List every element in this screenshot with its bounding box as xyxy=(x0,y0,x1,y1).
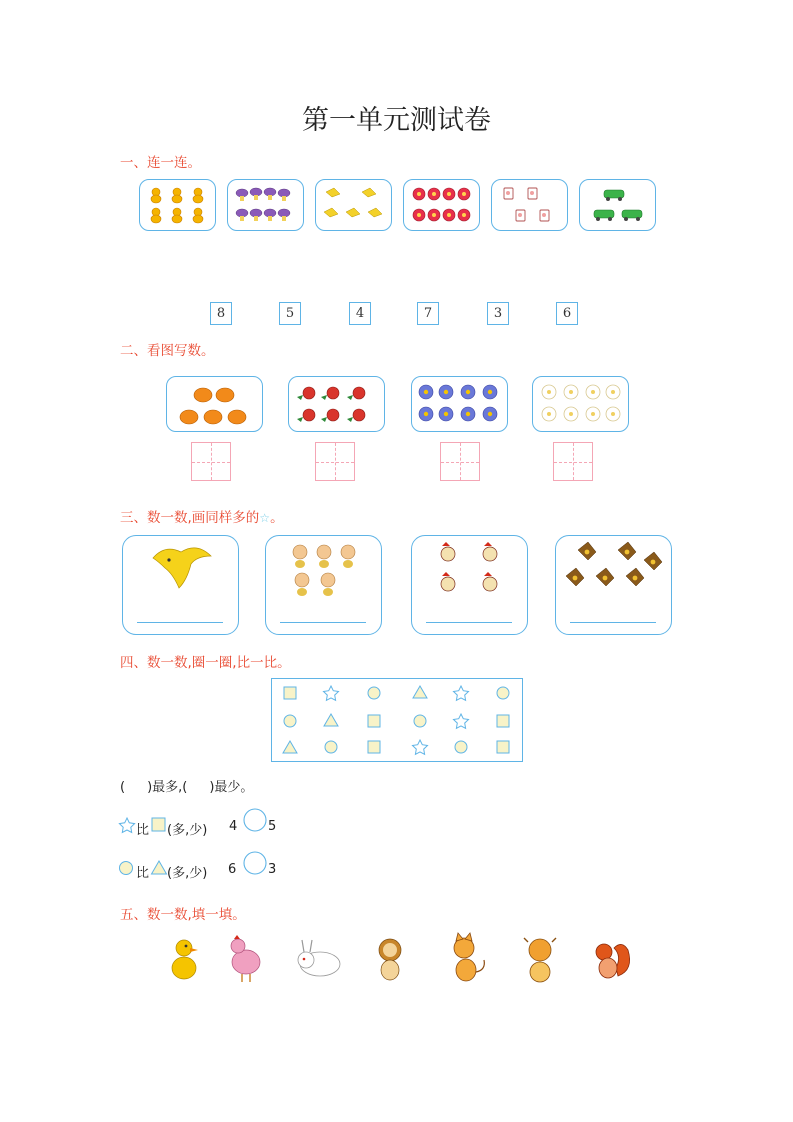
star-icon xyxy=(453,686,468,700)
q4-shape-grid xyxy=(271,678,523,762)
chicks-icon xyxy=(140,180,215,230)
q1-number-box[interactable]: 8 xyxy=(210,302,232,325)
circle-icon xyxy=(284,715,296,727)
circle-icon xyxy=(455,741,467,753)
q1-number-box[interactable]: 3 xyxy=(487,302,509,325)
cars-icon xyxy=(580,180,655,230)
bees-icon xyxy=(266,536,381,604)
q1-picture-birds[interactable] xyxy=(315,179,392,231)
q1-number-box[interactable]: 4 xyxy=(349,302,371,325)
q1-picture-cars[interactable] xyxy=(579,179,656,231)
q1-picture-chicks[interactable] xyxy=(139,179,216,231)
red-flowers-icon xyxy=(404,180,479,230)
q2-answer-grid[interactable] xyxy=(553,442,593,481)
compare-right-number: 3 xyxy=(268,862,277,877)
answer-circle[interactable] xyxy=(242,850,268,876)
star-icon: ☆ xyxy=(259,511,271,525)
square-icon xyxy=(284,687,296,699)
q3-picture-bees xyxy=(265,535,382,635)
compare-left-number: 4 xyxy=(229,819,238,834)
yellow-bird-icon xyxy=(123,536,238,596)
rooster-icon xyxy=(224,934,266,984)
q3-picture-roosters xyxy=(411,535,528,635)
q2-answer-grid[interactable] xyxy=(191,442,231,481)
star-icon xyxy=(453,714,468,728)
q2-picture-pumpkins xyxy=(166,376,263,432)
square-icon xyxy=(497,715,509,727)
q2-answer-grid[interactable] xyxy=(315,442,355,481)
cups-icon xyxy=(492,180,567,230)
compare-hint: (多,少) xyxy=(167,823,208,838)
q1-number-box[interactable]: 5 xyxy=(279,302,301,325)
cat-icon xyxy=(444,932,488,984)
pumpkins-icon xyxy=(167,377,262,431)
triangle-icon xyxy=(283,741,297,753)
q3-picture-butterflies xyxy=(555,535,672,635)
star-icon xyxy=(324,686,339,700)
most-text: )最多,( xyxy=(147,780,188,795)
q1-number-box[interactable]: 7 xyxy=(417,302,439,325)
rabbit-icon xyxy=(292,936,344,982)
q2-picture-roses xyxy=(288,376,385,432)
cow-icon xyxy=(520,934,562,984)
least-text: )最少。 xyxy=(209,780,254,795)
square-icon xyxy=(368,741,380,753)
section-5-heading: 五、数一数,填一填。 xyxy=(120,907,246,923)
squirrel-icon xyxy=(590,936,634,984)
q2-picture-white-flowers xyxy=(532,376,629,432)
compare-left-number: 6 xyxy=(228,862,237,877)
lion-icon xyxy=(370,934,410,984)
compare-bi: 比 xyxy=(136,866,150,881)
answer-line[interactable] xyxy=(426,622,512,623)
section-3-heading xyxy=(120,506,284,526)
circle-icon xyxy=(414,715,426,727)
q3-picture-yellow-bird xyxy=(122,535,239,635)
mushrooms-icon xyxy=(228,180,303,230)
q1-picture-mushrooms[interactable] xyxy=(227,179,304,231)
square-icon xyxy=(151,817,167,833)
square-icon xyxy=(368,715,380,727)
white-flowers-icon xyxy=(533,377,628,431)
paren-open: ( xyxy=(120,780,126,795)
roosters-icon xyxy=(412,536,527,604)
compare-hint: (多,少) xyxy=(167,866,208,881)
q5-animal-row xyxy=(160,932,640,986)
circle-icon xyxy=(368,687,380,699)
star-icon xyxy=(412,740,427,754)
answer-line[interactable] xyxy=(570,622,656,623)
birds-icon xyxy=(316,180,391,230)
triangle-icon xyxy=(413,686,427,698)
q1-number-box[interactable]: 6 xyxy=(556,302,578,325)
section-3-end: 。 xyxy=(270,510,284,526)
circle-icon xyxy=(325,741,337,753)
q2-answer-grid[interactable] xyxy=(440,442,480,481)
triangle-icon xyxy=(324,714,338,726)
page-title: 第一单元测试卷 xyxy=(302,105,491,136)
section-3-text: 三、数一数,画同样多的 xyxy=(120,510,260,526)
star-icon xyxy=(118,817,136,835)
section-4-heading: 四、数一数,圈一圈,比一比。 xyxy=(120,655,291,671)
square-icon xyxy=(497,741,509,753)
compare-bi: 比 xyxy=(136,823,150,838)
shape-grid-svg xyxy=(272,679,522,761)
section-2-heading: 二、看图写数。 xyxy=(120,343,215,359)
roses-icon xyxy=(289,377,384,431)
q1-picture-cups[interactable] xyxy=(491,179,568,231)
answer-line[interactable] xyxy=(137,622,223,623)
answer-circle[interactable] xyxy=(242,807,268,833)
q4-most-least-line xyxy=(120,776,253,795)
circle-icon xyxy=(497,687,509,699)
butterflies-icon xyxy=(556,536,671,604)
blue-flowers-icon xyxy=(412,377,507,431)
compare-right-number: 5 xyxy=(268,819,277,834)
answer-line[interactable] xyxy=(280,622,366,623)
q1-picture-flowers[interactable] xyxy=(403,179,480,231)
circle-icon xyxy=(118,860,136,878)
duck-icon xyxy=(166,934,202,984)
section-1-heading: 一、连一连。 xyxy=(120,155,201,171)
q2-picture-blue-flowers xyxy=(411,376,508,432)
